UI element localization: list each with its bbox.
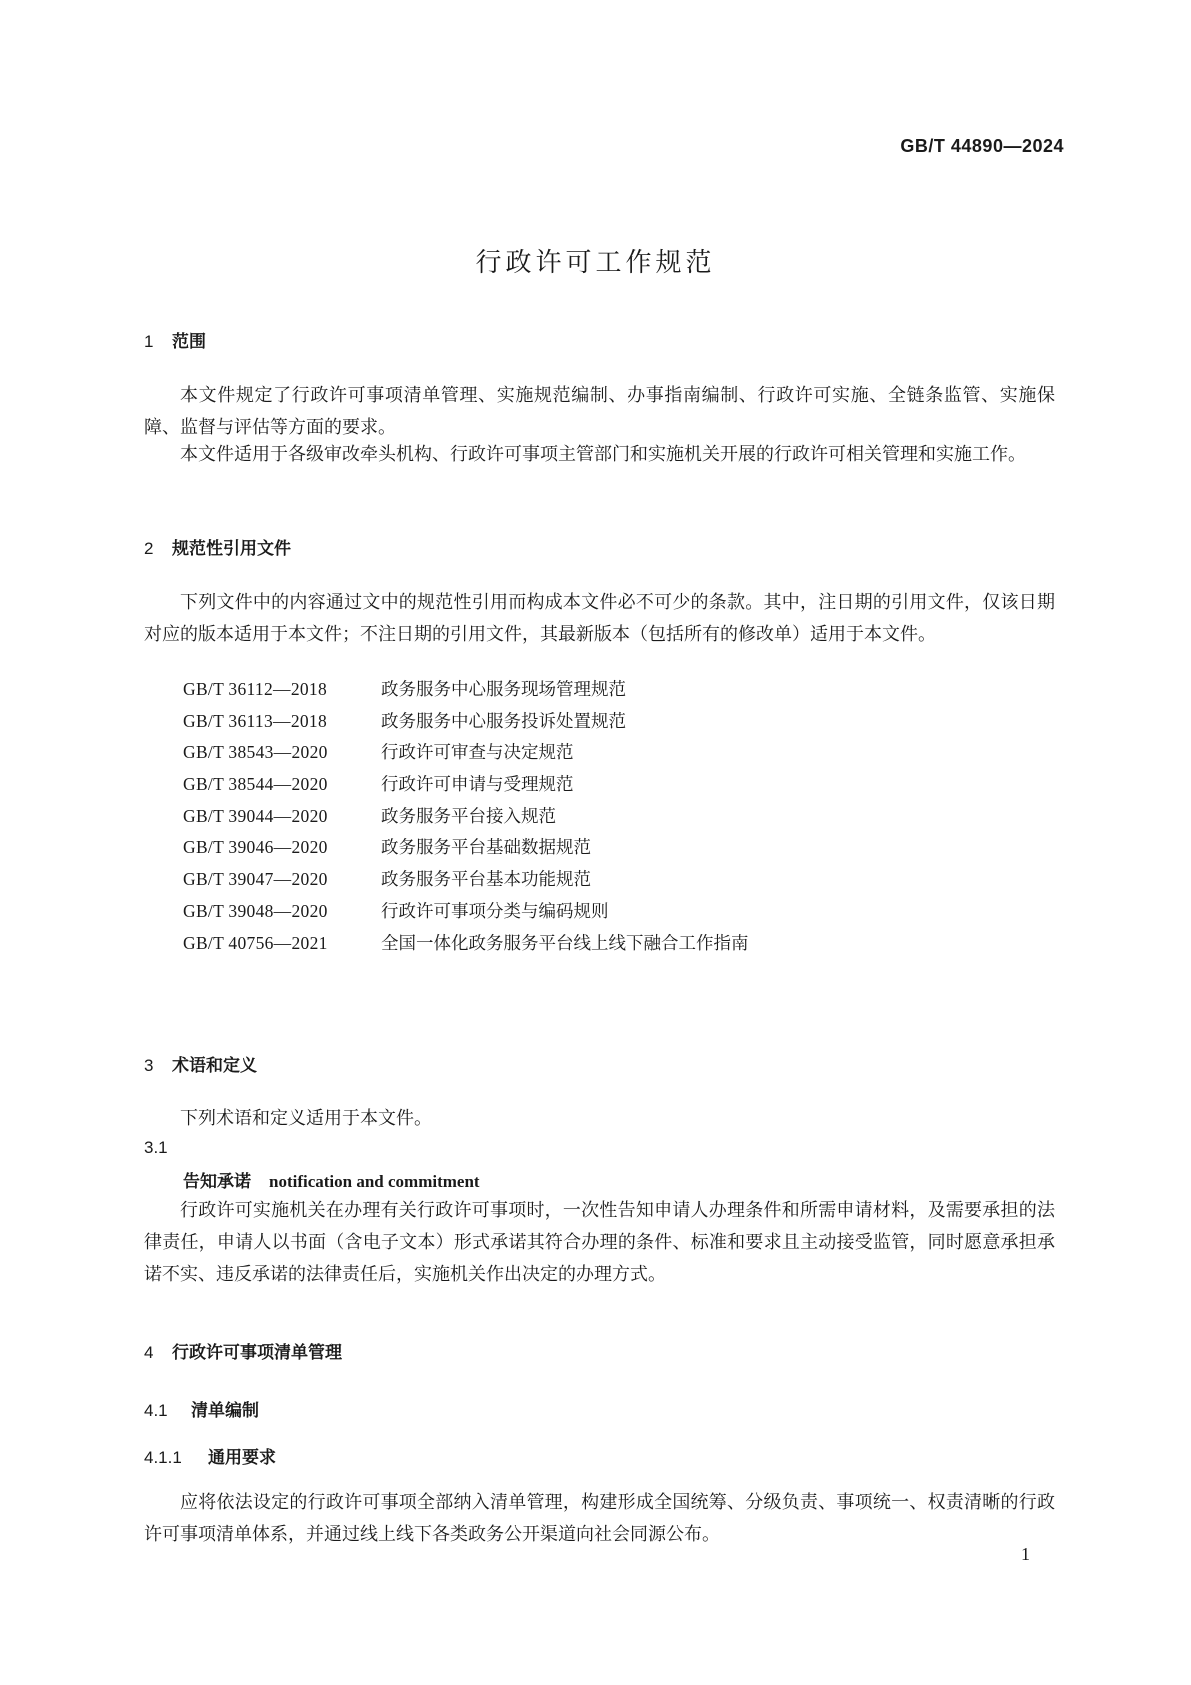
reference-item [183,769,1063,801]
section-title: 清单编制 [191,1401,259,1421]
reference-title: 行政许可申请与受理规范 [381,775,574,796]
reference-code: GB/T 38543—2020 [183,742,328,763]
reference-code: GB/T 40756—2021 [183,932,328,953]
term-chinese: 告知承诺 [183,1172,251,1192]
reference-item [183,706,1063,738]
section-1-heading [144,327,206,352]
term-definition: 行政许可实施机关在办理有关行政许可事项时，一次性告知申请人办理条件和所需申请材料，及需要承担的法律责任，申请人以书面（含电子文本）形式承诺其符合办理的条件、标准和要求且主动接受监管，同时愿意承担承诺不实、违反承诺的法律责任后，实施机关作出决定的办理方式。 [144,1200,1055,1285]
reference-item [183,832,1063,864]
reference-item [183,737,1063,769]
reference-code: GB/T 39047—2020 [183,869,328,890]
term-english: notification and commitment [269,1172,480,1191]
reference-title: 行政许可审查与决定规范 [381,743,574,764]
terms-intro: 下列术语和定义适用于本文件。 [180,1108,432,1129]
reference-list [183,674,1063,959]
section-number: 1 [144,332,154,351]
section-2-heading [144,534,291,559]
reference-item [183,864,1063,896]
section-number: 4.1 [144,1401,168,1420]
reference-title: 政务服务中心服务现场管理规范 [381,680,626,700]
general-requirements-paragraph: 应将依法设定的行政许可事项全部纳入清单管理，构建形成全国统筹、分级负责、事项统一、权责清晰的行政许可事项清单体系，并通过线上线下各类政务公开渠道向社会同源公布。 [144,1492,1055,1545]
references-intro: 下列文件中的内容通过文中的规范性引用而构成本文件必不可少的条款。其中，注日期的引用文件，仅该日期对应的版本适用于本文件；不注日期的引用文件，其最新版本（包括所有的修改单）适用于本文件。 [144,592,1055,645]
reference-item [183,928,1063,960]
reference-title: 政务服务平台基本功能规范 [381,870,591,891]
reference-code: GB/T 39044—2020 [183,805,328,826]
section-4-heading [144,1338,342,1363]
term-heading [183,1167,480,1192]
section-number: 4 [144,1343,154,1362]
scope-paragraph-1: 本文件规定了行政许可事项清单管理、实施规范编制、办事指南编制、行政许可实施、全链条监管、实施保障、监督与评估等方面的要求。 [144,385,1055,438]
document-title: 行政许可工作规范 [475,248,716,278]
section-number: 2 [144,539,154,558]
reference-code: GB/T 39048—2020 [183,900,328,921]
section-4-1-heading [144,1396,259,1421]
section-number: 4.1.1 [144,1448,182,1467]
reference-item [183,896,1063,928]
section-4-1-1-heading [144,1443,276,1468]
section-title: 范围 [172,332,206,352]
reference-code: GB/T 36113—2018 [183,710,328,731]
reference-item [183,801,1063,833]
scope-paragraph-2: 本文件适用于各级审改牵头机构、行政许可事项主管部门和实施机关开展的行政许可相关管理和实施工作。 [180,444,1026,465]
reference-title: 政务服务中心服务投诉处置规范 [381,711,626,732]
section-title: 规范性引用文件 [172,539,291,559]
reference-code: GB/T 39046—2020 [183,837,328,858]
reference-title: 行政许可事项分类与编码规则 [381,901,609,922]
section-title: 术语和定义 [172,1056,257,1076]
page-number: 1 [1021,1544,1030,1564]
section-title: 通用要求 [208,1448,276,1468]
standard-number: GB/T 44890—2024 [900,136,1064,156]
section-3-heading [144,1051,257,1076]
reference-item [183,674,1063,706]
reference-code: GB/T 36112—2018 [183,679,328,699]
section-title: 行政许可事项清单管理 [172,1343,342,1363]
section-number: 3 [144,1056,154,1075]
reference-title: 全国一体化政务服务平台线上线下融合工作指南 [381,933,749,954]
reference-title: 政务服务平台基础数据规范 [381,838,591,859]
reference-title: 政务服务平台接入规范 [381,806,556,827]
term-number: 3.1 [144,1138,168,1157]
reference-code: GB/T 38544—2020 [183,774,328,795]
